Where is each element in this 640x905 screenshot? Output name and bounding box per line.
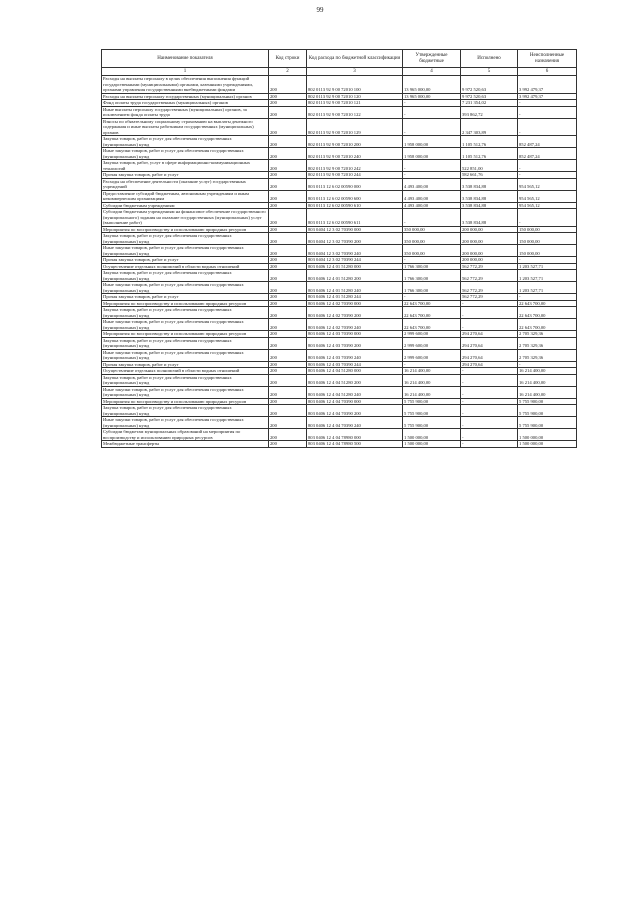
row-approved: 4 493 400,00 <box>403 190 461 202</box>
row-unexecuted: - <box>518 294 577 301</box>
row-unexecuted: 2 705 329,36 <box>518 337 577 349</box>
row-executed: 522 851,00 <box>461 160 518 172</box>
header-number: 1 <box>102 68 269 76</box>
row-line-code: 200 <box>269 282 307 294</box>
header-budget-classification: Код расхода по бюджетной классификации <box>307 50 403 68</box>
row-executed: 562 772,29 <box>461 282 518 294</box>
row-executed: - <box>461 307 518 319</box>
row-indicator-name: Мероприятия по воспроизводству и использованию природных ресурсов <box>102 398 269 405</box>
row-approved: 4 493 400,00 <box>403 178 461 190</box>
row-budget-code: 802 0113 92 9 00 72010 244 <box>307 172 403 179</box>
row-approved: 13 965 000,00 <box>403 76 461 94</box>
row-executed: 294 270,64 <box>461 361 518 368</box>
row-indicator-name: Мероприятия по воспроизводству и использованию природных ресурсов <box>102 331 269 338</box>
row-approved: 22 643 700,00 <box>403 300 461 307</box>
row-budget-code: 802 0113 92 9 00 72010 200 <box>307 136 403 148</box>
row-line-code: 200 <box>269 233 307 245</box>
row-executed: 200 000,00 <box>461 245 518 257</box>
row-line-code: 200 <box>269 319 307 331</box>
row-line-code: 200 <box>269 361 307 368</box>
row-budget-code: 803 0406 12 4 04 70390 200 <box>307 405 403 417</box>
row-line-code: 200 <box>269 178 307 190</box>
row-budget-code: 803 0404 12 3 02 70390 240 <box>307 245 403 257</box>
row-line-code: 200 <box>269 160 307 172</box>
row-line-code: 200 <box>269 93 307 100</box>
row-executed: 3 538 834,88 <box>461 202 518 209</box>
row-indicator-name: Иные закупки товаров, работ и услуг для обеспечения государственных (муниципальных) нужд <box>102 386 269 398</box>
row-indicator-name: Прочая закупка товаров, работ и услуг <box>102 257 269 264</box>
row-budget-code: 803 0404 12 3 02 70390 200 <box>307 233 403 245</box>
row-indicator-name: Расходы на обеспечение деятельности (оказание услуг) государственных учреждений <box>102 178 269 190</box>
row-executed: 200 000,00 <box>461 257 518 264</box>
row-executed: 3 538 834,88 <box>461 178 518 190</box>
row-executed: 7 231 354,02 <box>461 100 518 107</box>
header-line-code: Код строки <box>269 50 307 68</box>
row-indicator-name: Мероприятия по воспроизводству и использованию природных ресурсов <box>102 300 269 307</box>
row-line-code: 200 <box>269 226 307 233</box>
row-budget-code: 802 0113 92 9 00 72010 240 <box>307 148 403 160</box>
table-row <box>102 349 577 361</box>
row-executed: 393 862,72 <box>461 106 518 118</box>
row-unexecuted: - <box>518 209 577 227</box>
row-unexecuted: 2 705 329,36 <box>518 349 577 361</box>
row-indicator-name: Прочая закупка товаров, работ и услуг <box>102 172 269 179</box>
row-indicator-name: Расходы на выплаты персоналу государственных (муниципальных) органов <box>102 93 269 100</box>
header-number: 2 <box>269 68 307 76</box>
row-unexecuted: - <box>518 106 577 118</box>
row-unexecuted: - <box>518 100 577 107</box>
row-executed: 3 538 834,88 <box>461 190 518 202</box>
row-indicator-name: Закупка товаров, работ и услуг для обеспечения государственных (муниципальных) нужд <box>102 405 269 417</box>
row-line-code: 200 <box>269 172 307 179</box>
row-executed: 562 772,29 <box>461 294 518 301</box>
row-budget-code: 803 0404 12 3 02 70390 000 <box>307 226 403 233</box>
row-line-code: 200 <box>269 263 307 270</box>
row-indicator-name: Субсидии бюджетам муниципальных образований на мероприятия по воспроизводству и использованию природных ресурсов <box>102 429 269 441</box>
row-unexecuted: 5 755 900,00 <box>518 405 577 417</box>
row-budget-code: 803 0406 12 4 04 51280 000 <box>307 368 403 375</box>
row-indicator-name: Прочая закупка товаров, работ и услуг <box>102 361 269 368</box>
row-unexecuted: 1 500 000,00 <box>518 441 577 448</box>
row-budget-code: 803 0406 12 4 03 70390 244 <box>307 361 403 368</box>
budget-execution-table <box>101 49 577 448</box>
row-approved: 350 000,00 <box>403 226 461 233</box>
row-executed: 200 000,00 <box>461 226 518 233</box>
header-unexecuted: Неисполненные назначения <box>518 50 577 68</box>
row-line-code: 200 <box>269 190 307 202</box>
row-unexecuted: 150 000,00 <box>518 245 577 257</box>
table-row <box>102 136 577 148</box>
row-line-code: 200 <box>269 106 307 118</box>
row-line-code: 200 <box>269 202 307 209</box>
table-row <box>102 160 577 172</box>
row-indicator-name: Предоставление субсидий бюджетным, автономным учреждениям и иным некоммерческим организациям <box>102 190 269 202</box>
row-line-code: 200 <box>269 331 307 338</box>
row-line-code: 200 <box>269 118 307 136</box>
row-unexecuted: - <box>518 160 577 172</box>
row-approved: - <box>403 106 461 118</box>
table-row <box>102 270 577 282</box>
row-budget-code: 803 0406 12 4 01 51280 000 <box>307 263 403 270</box>
row-approved: - <box>403 294 461 301</box>
table-row <box>102 417 577 429</box>
row-line-code: 200 <box>269 349 307 361</box>
row-approved: 350 000,00 <box>403 233 461 245</box>
row-indicator-name: Фонд оплаты труда государственных (муниципальных) органов <box>102 100 269 107</box>
row-budget-code: 803 0406 12 4 01 51280 244 <box>307 294 403 301</box>
row-line-code: 200 <box>269 386 307 398</box>
row-indicator-name: Иные выплаты персоналу государственных (муниципальных) органов, за исключением фонда оплаты труда <box>102 106 269 118</box>
row-unexecuted: 1 203 527,71 <box>518 263 577 270</box>
row-unexecuted: 22 643 700,00 <box>518 319 577 331</box>
row-line-code: 200 <box>269 270 307 282</box>
row-approved: - <box>403 118 461 136</box>
row-line-code: 200 <box>269 307 307 319</box>
row-indicator-name: Субсидии бюджетным учреждениям на финансовое обеспечение государственного (муниципального) задания на оказание государственных (муниципальных) услуг (выполнение работ) <box>102 209 269 227</box>
row-budget-code: 803 0406 12 4 04 78980 000 <box>307 429 403 441</box>
row-line-code: 200 <box>269 374 307 386</box>
row-executed: 562 772,29 <box>461 270 518 282</box>
row-approved: 1 500 000,00 <box>403 441 461 448</box>
row-indicator-name: Межбюджетные трансферты <box>102 441 269 448</box>
row-executed: 582 661,76 <box>461 172 518 179</box>
header-number: 6 <box>518 68 577 76</box>
row-executed: 9 972 520,63 <box>461 76 518 94</box>
row-approved: 1 766 300,00 <box>403 282 461 294</box>
row-budget-code: 802 0113 92 9 00 72010 242 <box>307 160 403 172</box>
header-number: 3 <box>307 68 403 76</box>
row-line-code: 200 <box>269 148 307 160</box>
row-approved: 2 999 600,00 <box>403 337 461 349</box>
row-executed: 294 270,64 <box>461 337 518 349</box>
row-approved: - <box>403 100 461 107</box>
row-budget-code: 803 0406 12 4 04 70390 240 <box>307 417 403 429</box>
row-indicator-name: Прочая закупка товаров, работ и услуг <box>102 294 269 301</box>
row-approved: 350 000,00 <box>403 245 461 257</box>
row-unexecuted: - <box>518 361 577 368</box>
row-budget-code: 803 0113 12 6 02 00590 000 <box>307 178 403 190</box>
row-unexecuted: 16 214 400,00 <box>518 374 577 386</box>
row-budget-code: 802 0113 92 9 00 72010 120 <box>307 93 403 100</box>
row-approved: 1 958 000,00 <box>403 148 461 160</box>
header-indicator-name: Наименование показателя <box>102 50 269 68</box>
row-indicator-name: Осуществление отдельных полномочий в области водных отношений <box>102 368 269 375</box>
table-row <box>102 282 577 294</box>
row-executed: 294 270,64 <box>461 331 518 338</box>
row-unexecuted: 150 000,00 <box>518 226 577 233</box>
row-unexecuted: 1 203 527,71 <box>518 270 577 282</box>
table-row <box>102 178 577 190</box>
row-approved: 5 755 900,00 <box>403 405 461 417</box>
row-unexecuted: 852 487,24 <box>518 148 577 160</box>
row-approved: - <box>403 361 461 368</box>
row-budget-code: 803 0406 12 4 02 70390 200 <box>307 307 403 319</box>
row-unexecuted: 954 565,12 <box>518 178 577 190</box>
row-approved: 5 755 900,00 <box>403 417 461 429</box>
row-approved: 2 999 600,00 <box>403 331 461 338</box>
row-unexecuted: 1 203 527,71 <box>518 282 577 294</box>
row-budget-code: 803 0406 12 4 03 70390 000 <box>307 331 403 338</box>
row-unexecuted: - <box>518 118 577 136</box>
row-unexecuted: 5 755 900,00 <box>518 417 577 429</box>
row-executed: 200 000,00 <box>461 233 518 245</box>
row-budget-code: 803 0404 12 3 02 70390 244 <box>307 257 403 264</box>
table-row <box>102 233 577 245</box>
row-executed: 1 105 512,76 <box>461 148 518 160</box>
row-budget-code: 803 0406 12 4 03 70390 200 <box>307 337 403 349</box>
row-approved: 22 643 700,00 <box>403 319 461 331</box>
row-indicator-name: Закупка товаров, работ, услуг в сфере информационно-коммуникационных технологий <box>102 160 269 172</box>
row-budget-code: 803 0406 12 4 02 70390 000 <box>307 300 403 307</box>
row-approved: 13 965 000,00 <box>403 93 461 100</box>
row-approved: - <box>403 160 461 172</box>
row-line-code: 200 <box>269 417 307 429</box>
row-approved: 22 643 700,00 <box>403 307 461 319</box>
row-budget-code: 802 0113 92 9 00 72010 129 <box>307 118 403 136</box>
row-budget-code: 803 0406 12 4 04 51280 240 <box>307 386 403 398</box>
row-approved: 2 999 600,00 <box>403 349 461 361</box>
row-approved: 5 755 900,00 <box>403 398 461 405</box>
row-unexecuted: 2 705 329,36 <box>518 331 577 338</box>
row-indicator-name: Расходы на выплаты персоналу в целях обеспечения выполнения функций государственными (муниципальными) органами, казенными учреждениями, органами управления государственными внебюджетными фондами <box>102 76 269 94</box>
row-approved: 1 500 000,00 <box>403 429 461 441</box>
page-number: 99 <box>316 6 324 14</box>
row-unexecuted: 3 992 479,37 <box>518 93 577 100</box>
row-unexecuted: 1 500 000,00 <box>518 429 577 441</box>
row-executed: - <box>461 374 518 386</box>
row-indicator-name: Иные закупки товаров, работ и услуг для обеспечения государственных (муниципальных) нужд <box>102 417 269 429</box>
row-executed: - <box>461 386 518 398</box>
row-budget-code: 803 0406 12 4 04 78980 500 <box>307 441 403 448</box>
table-row <box>102 118 577 136</box>
row-line-code: 200 <box>269 300 307 307</box>
table-row <box>102 337 577 349</box>
row-unexecuted: 3 992 479,37 <box>518 76 577 94</box>
row-approved: 1 766 300,00 <box>403 270 461 282</box>
row-budget-code: 802 0113 92 9 00 72010 122 <box>307 106 403 118</box>
row-indicator-name: Иные закупки товаров, работ и услуг для обеспечения государственных (муниципальных) нужд <box>102 349 269 361</box>
row-executed: - <box>461 405 518 417</box>
table-row <box>102 190 577 202</box>
header-approved: Утвержденные бюджетные <box>403 50 461 68</box>
row-unexecuted: 16 214 400,00 <box>518 386 577 398</box>
row-indicator-name: Иные закупки товаров, работ и услуг для обеспечения государственных (муниципальных) нужд <box>102 319 269 331</box>
row-line-code: 200 <box>269 245 307 257</box>
row-budget-code: 802 0113 92 9 00 72010 100 <box>307 76 403 94</box>
row-approved: 16 214 400,00 <box>403 374 461 386</box>
row-indicator-name: Иные закупки товаров, работ и услуг для обеспечения государственных (муниципальных) нужд <box>102 282 269 294</box>
row-line-code: 200 <box>269 429 307 441</box>
row-executed: - <box>461 319 518 331</box>
row-executed: - <box>461 368 518 375</box>
row-executed: 294 270,64 <box>461 349 518 361</box>
row-indicator-name: Иные закупки товаров, работ и услуг для обеспечения государственных (муниципальных) нужд <box>102 148 269 160</box>
row-executed: 1 105 512,76 <box>461 136 518 148</box>
row-line-code: 200 <box>269 294 307 301</box>
row-executed: 3 538 834,88 <box>461 209 518 227</box>
row-indicator-name: Осуществление отдельных полномочий в области водных отношений <box>102 263 269 270</box>
row-unexecuted: - <box>518 257 577 264</box>
header-executed: Исполнено <box>461 50 518 68</box>
row-indicator-name: Субсидии бюджетным учреждениям <box>102 202 269 209</box>
row-unexecuted: 16 214 400,00 <box>518 368 577 375</box>
row-approved: - <box>403 209 461 227</box>
row-indicator-name: Мероприятия по воспроизводству и использованию природных ресурсов <box>102 226 269 233</box>
header-number: 5 <box>461 68 518 76</box>
row-indicator-name: Закупка товаров, работ и услуг для обеспечения государственных (муниципальных) нужд <box>102 270 269 282</box>
row-budget-code: 803 0406 12 4 01 51280 240 <box>307 282 403 294</box>
table-row <box>102 245 577 257</box>
row-budget-code: 803 0406 12 4 04 70390 000 <box>307 398 403 405</box>
row-unexecuted: 5 755 900,00 <box>518 398 577 405</box>
row-unexecuted: 954 565,12 <box>518 202 577 209</box>
row-unexecuted: 22 643 700,00 <box>518 300 577 307</box>
row-executed: - <box>461 300 518 307</box>
row-line-code: 200 <box>269 100 307 107</box>
row-approved: 1 958 000,00 <box>403 136 461 148</box>
table-row <box>102 405 577 417</box>
row-budget-code: 802 0113 92 9 00 72010 121 <box>307 100 403 107</box>
table-row <box>102 319 577 331</box>
row-unexecuted: 954 565,12 <box>518 190 577 202</box>
row-indicator-name: Закупка товаров, работ и услуг для обеспечения государственных (муниципальных) нужд <box>102 233 269 245</box>
table-row <box>102 106 577 118</box>
row-indicator-name: Закупка товаров, работ и услуг для обеспечения государственных (муниципальных) нужд <box>102 136 269 148</box>
row-executed: 9 972 520,63 <box>461 93 518 100</box>
row-indicator-name: Иные закупки товаров, работ и услуг для обеспечения государственных (муниципальных) нужд <box>102 245 269 257</box>
row-approved: 16 214 400,00 <box>403 386 461 398</box>
table-row <box>102 441 577 448</box>
row-indicator-name: Закупка товаров, работ и услуг для обеспечения государственных (муниципальных) нужд <box>102 337 269 349</box>
row-line-code: 200 <box>269 398 307 405</box>
row-line-code: 200 <box>269 441 307 448</box>
row-unexecuted: 150 000,00 <box>518 233 577 245</box>
row-line-code: 200 <box>269 368 307 375</box>
table-row <box>102 429 577 441</box>
row-budget-code: 803 0406 12 4 01 51280 200 <box>307 270 403 282</box>
row-unexecuted: 852 487,24 <box>518 136 577 148</box>
row-unexecuted: 22 643 700,00 <box>518 307 577 319</box>
table-body <box>102 76 577 448</box>
row-budget-code: 803 0406 12 4 04 51280 200 <box>307 374 403 386</box>
row-approved: 4 493 400,00 <box>403 202 461 209</box>
header-number: 4 <box>403 68 461 76</box>
table-row <box>102 374 577 386</box>
row-line-code: 200 <box>269 257 307 264</box>
row-indicator-name: Закупка товаров, работ и услуг для обеспечения государственных (муниципальных) нужд <box>102 374 269 386</box>
row-executed: 2 347 303,89 <box>461 118 518 136</box>
row-line-code: 200 <box>269 209 307 227</box>
row-unexecuted: - <box>518 172 577 179</box>
row-indicator-name: Закупка товаров, работ и услуг для обеспечения государственных (муниципальных) нужд <box>102 307 269 319</box>
row-budget-code: 803 0113 12 6 02 00590 610 <box>307 202 403 209</box>
table-row <box>102 386 577 398</box>
row-line-code: 200 <box>269 76 307 94</box>
row-budget-code: 803 0406 12 4 02 70390 240 <box>307 319 403 331</box>
table-row <box>102 76 577 94</box>
row-indicator-name: Взносы по обязательному социальному страхованию на выплаты денежного содержания и иные выплаты работникам государственных (муниципальных) органов <box>102 118 269 136</box>
table-row <box>102 209 577 227</box>
row-line-code: 200 <box>269 337 307 349</box>
row-executed: - <box>461 441 518 448</box>
row-budget-code: 803 0113 12 6 02 00590 611 <box>307 209 403 227</box>
row-budget-code: 803 0113 12 6 02 00590 600 <box>307 190 403 202</box>
row-approved: 16 214 400,00 <box>403 368 461 375</box>
table-row <box>102 307 577 319</box>
row-line-code: 200 <box>269 405 307 417</box>
row-executed: 562 772,29 <box>461 263 518 270</box>
row-line-code: 200 <box>269 136 307 148</box>
row-approved: - <box>403 257 461 264</box>
table-row <box>102 148 577 160</box>
row-approved: - <box>403 172 461 179</box>
row-executed: - <box>461 417 518 429</box>
row-executed: - <box>461 398 518 405</box>
row-approved: 1 766 300,00 <box>403 263 461 270</box>
row-executed: - <box>461 429 518 441</box>
row-budget-code: 803 0406 12 4 03 70390 240 <box>307 349 403 361</box>
